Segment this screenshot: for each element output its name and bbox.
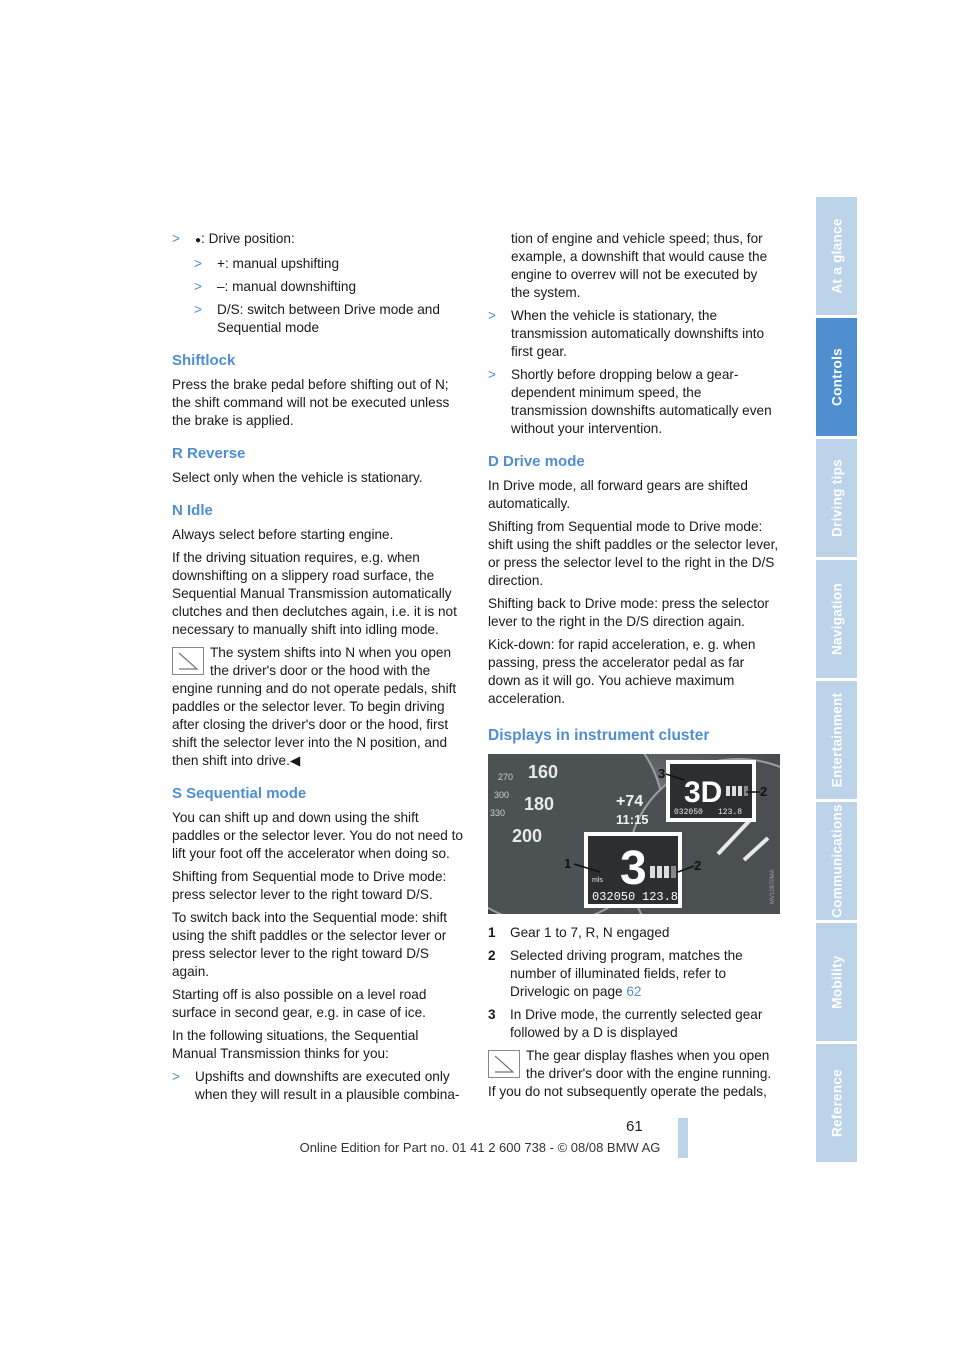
sub-bullet-text: –: manual downshifting	[217, 279, 357, 294]
speed-tick: 330	[490, 808, 506, 818]
bullet-marker: >	[194, 256, 202, 271]
gear-flash-note-text: The gear display flashes when you open the driver's door with the engine running. If you do not subsequently operate the pedals,	[488, 1048, 772, 1099]
tab-label: Communications	[829, 804, 844, 918]
speed-tick: 160	[528, 762, 559, 782]
drive-mode-heading: D Drive mode	[488, 453, 585, 470]
sequential-paragraph-1: You can shift up and down using the shift paddles or the selector lever. You do not need to lift your foot off the accelerator when doing so.	[172, 810, 463, 861]
drive-position-bullet	[172, 230, 464, 250]
tab-navigation[interactable]	[816, 560, 857, 678]
page-number: 61	[626, 1118, 643, 1135]
tab-at-a-glance[interactable]	[816, 197, 857, 315]
drive-paragraph-3: Shifting back to Drive mode: press the selector lever to the right in the D/S direction again.	[488, 596, 770, 629]
callout-label-2-small: 2	[760, 784, 768, 799]
legend-text: Gear 1 to 7, R, N engaged	[510, 925, 670, 940]
tab-label: Entertainment	[829, 692, 844, 788]
idle-paragraph-1: Always select before starting engine.	[172, 527, 394, 542]
speed-tick: 270	[498, 772, 514, 782]
footer-text: Online Edition for Part no. 01 41 2 600 738 - © 08/08 BMW AG	[299, 1140, 661, 1155]
instrument-cluster-figure	[488, 754, 780, 914]
tab-label: Reference	[829, 1069, 844, 1137]
speed-tick: 180	[524, 794, 555, 814]
sub-bullet-ds	[194, 301, 464, 337]
idle-note	[172, 644, 464, 770]
callout-label-1: 1	[564, 856, 572, 871]
legend-text: Selected driving program, matches the number of illuminated fields, refer to Drivelogic on page	[510, 948, 743, 999]
bullet-marker: >	[488, 308, 496, 323]
sub-bullet-downshift	[194, 278, 464, 296]
big-gear-readout: 3	[620, 842, 647, 895]
tab-mobility[interactable]	[816, 923, 857, 1041]
shiftlock-text: Press the brake pedal before shifting out of N; the shift command will not be executed unless the brake is applied.	[172, 377, 450, 428]
distance-unit: mls	[592, 877, 603, 884]
legend-number: 2	[488, 948, 496, 963]
legend-number: 3	[488, 1007, 496, 1022]
bullet-marker: >	[488, 367, 496, 382]
legend-text: In Drive mode, the currently selected gear followed by a D is displayed	[510, 1007, 763, 1040]
bullet-marker: >	[172, 231, 180, 246]
note-arrow-icon	[172, 647, 204, 675]
reverse-heading: R Reverse	[172, 445, 246, 462]
tab-communications[interactable]	[816, 802, 857, 920]
legend-item-2	[488, 947, 780, 1001]
bullet-text: Shortly before dropping below a gear-dependent minimum speed, the transmission downshifts automatically even without your intervention.	[511, 367, 772, 436]
drive-paragraph-1: In Drive mode, all forward gears are shifted automatically.	[488, 478, 748, 511]
idle-paragraph-2: If the driving situation requires, e.g. when downshifting on a slippery road surface, the Sequential Manual Transmission automatically clutches and then declutches again, i.e. it is not necessary to manually shift into idling mode.	[172, 550, 457, 637]
big-trip: 123.8	[642, 890, 679, 904]
right-column	[488, 230, 780, 1106]
instrument-cluster-illustration	[488, 754, 780, 914]
reverse-text: Select only when the vehicle is stationary.	[172, 470, 423, 485]
tab-label: Driving tips	[829, 459, 844, 537]
tab-controls[interactable]	[816, 318, 857, 436]
tab-label: At a glance	[829, 218, 844, 294]
tab-driving-tips[interactable]	[816, 439, 857, 557]
outside-temp: +74	[616, 793, 644, 810]
big-odometer: 032050	[592, 890, 636, 904]
stationary-bullet	[488, 307, 780, 361]
sequential-bullet-text: Upshifts and downshifts are executed only when they will result in a plausible combina-	[195, 1069, 460, 1102]
sequential-paragraph-3: To switch back into the Sequential mode: shift using the shift paddles or the selector lever or press selector lever to the right toward D/S again.	[172, 910, 448, 979]
legend-item-3	[488, 1006, 780, 1042]
sequential-bullet	[172, 1068, 464, 1104]
shiftlock-heading: Shiftlock	[172, 352, 236, 369]
small-trip: 123.8	[718, 808, 743, 817]
displays-heading: Displays in instrument cluster	[488, 727, 710, 744]
legend-number: 1	[488, 925, 496, 940]
tab-label: Mobility	[829, 955, 844, 1009]
sequential-paragraph-5: In the following situations, the Sequential Manual Transmission thinks for you:	[172, 1028, 419, 1061]
tab-label: Navigation	[829, 582, 844, 656]
bullet-text: When the vehicle is stationary, the transmission automatically downshifts into first gear.	[511, 308, 765, 359]
sub-bullet-text: +: manual upshifting	[217, 256, 340, 271]
bullet-marker: >	[194, 279, 202, 294]
legend-item-1	[488, 924, 780, 942]
drive-position-icon: ●	[195, 235, 202, 246]
chapter-tabs	[816, 197, 857, 1165]
bullet-marker: >	[194, 302, 202, 317]
figure-code: MV10870MA	[770, 869, 776, 904]
sequential-paragraph-2: Shifting from Sequential mode to Drive mode: press selector lever to the right toward D/S.	[172, 869, 447, 902]
sub-bullet-text: D/S: switch between Drive mode and Sequential mode	[217, 302, 440, 335]
sequential-heading: S Sequential mode	[172, 785, 307, 802]
page-link-drivelogic[interactable]: 62	[626, 984, 642, 999]
min-speed-bullet	[488, 366, 780, 438]
speed-tick: 300	[494, 790, 510, 800]
drive-position-text: : Drive position:	[201, 231, 295, 246]
continued-text: tion of engine and vehicle speed; thus, for example, a downshift that would cause the engine to overrev will not be executed by the system.	[511, 231, 768, 300]
clock-time: 11:15	[616, 812, 649, 827]
small-odometer: 032050	[674, 808, 703, 817]
note-arrow-icon	[488, 1050, 520, 1078]
drive-paragraph-4: Kick-down: for rapid acceleration, e. g. when passing, press the accelerator pedal as far down as it will go. You achieve maximum acceleration.	[488, 637, 756, 706]
speed-tick: 200	[512, 826, 543, 846]
idle-heading: N Idle	[172, 502, 213, 519]
tab-entertainment[interactable]	[816, 681, 857, 799]
sub-bullet-upshift	[194, 255, 464, 273]
callout-label-2: 2	[694, 858, 702, 873]
small-gear-readout: 3D	[684, 776, 723, 809]
idle-note-text: The system shifts into N when you open the driver's door or the hood with the engine running and do not operate pedals, shift paddles or the selector lever. To begin driving after closing the driver's door or the hood, first shift the selector lever into the N position, and then shift into drive.◀	[172, 645, 457, 768]
left-column	[172, 230, 464, 1109]
tab-label: Controls	[829, 348, 844, 406]
gear-flash-note	[488, 1047, 780, 1101]
bullet-marker: >	[172, 1069, 180, 1084]
callout-label-3: 3	[658, 766, 666, 781]
drive-paragraph-2: Shifting from Sequential mode to Drive mode: shift using the shift paddles or the selector lever, or press the selector level to the right in the D/S direction.	[488, 519, 779, 588]
sequential-paragraph-4: Starting off is also possible on a level road surface in second gear, e.g. in case of ice.	[172, 987, 427, 1020]
